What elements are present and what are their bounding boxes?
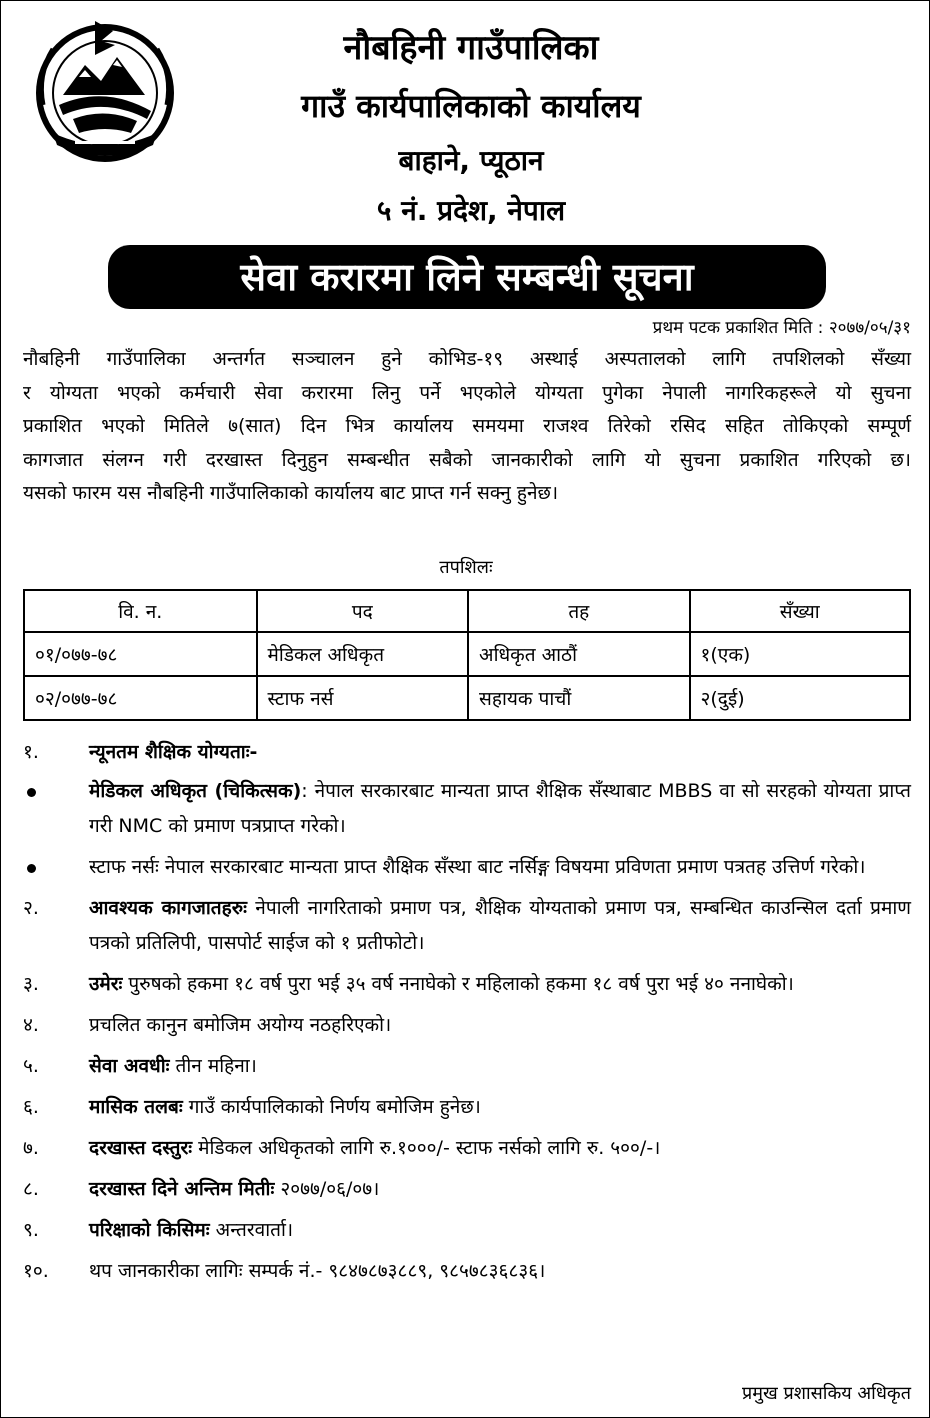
item-heading: आवश्यक कागजातहरुः [89,897,247,919]
province-line: ५ नं. प्रदेश, नेपाल [376,194,566,227]
published-date: प्रथम पटक प्रकाशित मिति : २०७७/०५/३१ [652,318,911,338]
list-item [23,774,911,844]
table-cell: ०१/०७७-७८ [24,632,257,676]
item-heading: मासिक तलबः [89,1096,183,1118]
item-number: ५. [23,1055,39,1077]
table-cell: अधिकृत आठौं [468,632,689,676]
table-header-cell: सँख्या [690,590,910,632]
item-number: ९. [23,1219,39,1241]
item-text: पुरुषको हकमा १८ वर्ष पुरा भई ३५ वर्ष ननाघेको र महिलाको हकमा १८ वर्ष पुरा भई ४० ननाघेको। [122,973,794,995]
item-number: १. [23,741,39,763]
nepal-government-emblem-icon [23,15,188,165]
signatory-title: प्रमुख प्रशासकिय अधिकृत [742,1383,911,1404]
item-number: ८. [23,1178,39,1200]
item-number: २. [23,897,39,919]
bullet-icon [27,788,36,797]
item-text: अन्तरवार्ता। [209,1219,294,1241]
table-cell: ०२/०७७-७८ [24,676,257,720]
details-label: तपशिलः [439,557,493,578]
intro-paragraph [23,343,911,511]
list-item [23,1049,911,1084]
item-text: गाउँ कार्यपालिकाको निर्णय बमोजिम हुनेछ। [182,1096,481,1118]
office-name: गाउँ कार्यपालिकाको कार्यालय [301,87,641,125]
item-heading: परिक्षाको किसिमः [89,1219,210,1241]
bullet-icon [27,864,36,873]
list-item [23,1254,911,1289]
item-text: स्टाफ नर्सः नेपाल सरकारबाट मान्यता प्राप्त शैक्षिक सँस्था बाट नर्सिङ्ग विषयमा प्रविणता प्रमाण पत्रतह उत्तिर्ण गरेको। [89,856,866,878]
table-row [24,676,910,720]
table-header-cell: तह [468,590,689,632]
table-header-cell: वि. न. [24,590,257,632]
list-item [23,735,911,770]
item-number: १०. [23,1260,49,1282]
item-heading: दरखास्त दिने अन्तिम मितीः [89,1178,275,1200]
item-text: प्रचलित कानुन बमोजिम अयोग्य नठहरिएको। [89,1014,392,1036]
notice-title: सेवा करारमा लिने सम्बन्धी सूचना [108,245,826,309]
list-item [23,1008,911,1043]
list-item [23,1213,911,1248]
item-text: २०७७/०६/०७। [274,1178,380,1200]
item-heading: मेडिकल अधिकृत (चिकित्सक) [89,780,302,802]
intro-line: यसको फारम यस नौबहिनी गाउँपालिकाको कार्यालय बाट प्राप्त गर्न सक्नु हुनेछ। [23,482,559,504]
table-cell: मेडिकल अधिकृत [257,632,469,676]
list-item [23,967,911,1002]
item-number: ६. [23,1096,39,1118]
item-text: मेडिकल अधिकृतको लागि रु.१०००/- स्टाफ नर्सको लागि रु. ५००/-। [192,1137,661,1159]
table-cell: स्टाफ नर्स [257,676,469,720]
item-text: : नेपाल सरकारबाट मान्यता प्राप्त शैक्षिक सँस्थाबाट MBBS वा सो सरहको योग्यता प्राप्त गरी NMC को प्रमाण पत्रप्राप्त गरेको। [89,780,911,837]
item-heading: न्यूनतम शैक्षिक योग्यताः- [89,741,258,763]
office-location: बाहाने, प्यूठान [398,144,544,177]
intro-line: प्रकाशित भएको मितिले ७(सात) दिन भित्र कार्यालय समयमा राजश्व तिरेको रसिद सहित तोकिएको सम्पूर्ण [23,415,911,437]
requirements-list [23,735,911,1289]
item-heading: दरखास्त दस्तुरः [89,1137,193,1159]
item-heading: सेवा अवधीः [89,1055,170,1077]
item-number: ४. [23,1014,39,1036]
table-cell: २(दुई) [690,676,910,720]
table-header-row [24,590,910,632]
intro-line: नौबहिनी गाउँपालिका अन्तर्गत सञ्चालन हुने कोभिड-१९ अस्थाई अस्पतालको लागि तपशिलको सँख्या [23,348,911,370]
list-item [23,850,911,885]
intro-line: कागजात संलग्न गरी दरखास्त दिनुहुन सम्बन्धीत सबैको जानकारीको लागि यो सुचना प्रकाशित गरिएको छ। [23,448,911,471]
list-item [23,1172,911,1207]
item-heading: उमेरः [89,973,123,995]
list-item [23,1090,911,1125]
list-item [23,1131,911,1166]
item-text: थप जानकारीका लागिः सम्पर्क नं.- ९८४७८७३८८९, ९८५७८३६८३६। [89,1260,546,1282]
item-text: तीन महिना। [169,1055,257,1077]
item-number: ७. [23,1137,39,1159]
positions-table [23,589,911,721]
item-number: ३. [23,973,39,995]
list-item [23,891,911,961]
municipality-name: नौबहिनी गाउँपालिका [343,28,599,68]
table-header-cell: पद [257,590,469,632]
item-text: नेपाली नागरिताको प्रमाण पत्र, शैक्षिक योग्यताको प्रमाण पत्र, सम्बन्धित काउन्सिल दर्ता प्रमाण पत्रको प्रतिलिपी, पासपोर्ट साईज को १ प्रतीफोटो। [89,897,911,954]
intro-line: र योग्यता भएको कर्मचारी सेवा करारमा लिनु पर्ने भएकोले योग्यता पुगेका नेपाली नागरिकहरूले यो सुचना [23,381,911,404]
table-cell: १(एक) [690,632,910,676]
table-row [24,632,910,676]
table-cell: सहायक पाचौं [468,676,689,720]
